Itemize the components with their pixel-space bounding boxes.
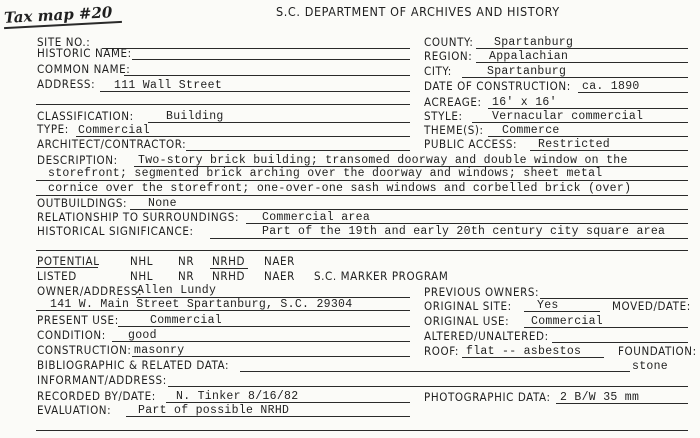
recorded-by-line [166, 402, 410, 403]
listed-naer: NAER [264, 269, 295, 283]
potential-underline [36, 267, 98, 268]
acreage-label: ACREAGE: [424, 95, 482, 109]
potential-nhl: NHL [130, 254, 154, 268]
evaluation-label: EVALUATION: [37, 403, 112, 417]
section-divider-bottom [36, 430, 688, 431]
theme-line [488, 136, 688, 137]
foundation-value: stone [632, 360, 669, 373]
relationship-line [246, 223, 688, 224]
original-use-label: ORIGINAL USE: [424, 314, 510, 328]
county-value: Spartanburg [494, 36, 574, 49]
style-value: Vernacular commercial [492, 110, 644, 123]
evaluation-line [126, 416, 410, 417]
page-title: S.C. DEPARTMENT OF ARCHIVES AND HISTORY [276, 4, 560, 19]
outbuildings-label: OUTBUILDINGS: [37, 196, 128, 210]
classification-value: Building [166, 110, 224, 123]
address-line [100, 91, 410, 92]
type-value: Commercial [78, 124, 151, 137]
style-line [472, 122, 688, 123]
moved-date-label: MOVED/DATE: [612, 299, 691, 313]
acreage-line [488, 108, 688, 109]
city-label: CITY: [424, 64, 452, 78]
relationship-value: Commercial area [262, 211, 371, 224]
public-access-line [530, 150, 688, 151]
condition-label: CONDITION: [37, 328, 106, 342]
listed-nr: NR [178, 269, 195, 283]
potential-nr: NR [178, 254, 195, 268]
original-site-value: Yes [537, 299, 559, 312]
site-no-label: SITE NO.: [37, 35, 91, 49]
public-access-label: PUBLIC ACCESS: [424, 137, 518, 151]
recorded-by-label: RECORDED BY/DATE: [37, 389, 156, 403]
historic-name-label: HISTORIC NAME: [37, 46, 132, 60]
potential-nrhd: NRHD [212, 254, 246, 268]
region-label: REGION: [424, 49, 473, 63]
previous-owners-label: PREVIOUS OWNERS: [424, 285, 540, 299]
city-line [462, 77, 688, 78]
original-use-line [524, 327, 688, 328]
roof-label: ROOF: [424, 344, 460, 358]
historical-significance-value: Part of the 19th and early 20th century city square area [262, 225, 666, 238]
address-label: ADDRESS: [37, 77, 96, 91]
sc-marker-program: S.C. MARKER PROGRAM [314, 269, 449, 283]
listed-label: LISTED [37, 269, 77, 283]
original-site-label: ORIGINAL SITE: [424, 299, 512, 313]
section-divider-middle [36, 250, 688, 251]
common-name-label: COMMON NAME: [37, 62, 131, 76]
architect-line [186, 150, 410, 151]
construction-label: CONSTRUCTION: [37, 343, 132, 357]
potential-label: POTENTIAL [37, 254, 100, 268]
original-use-value: Commercial [531, 315, 604, 328]
recorded-by-value: N. Tinker 8/16/82 [176, 390, 299, 403]
photographic-data-value: 2 B/W 35 mm [560, 391, 640, 404]
section-divider-top [36, 104, 410, 105]
description-line-3: cornice over the storefront; one-over-one sash windows and corbelled brick (over) [48, 182, 632, 195]
theme-value: Commerce [502, 124, 560, 137]
historical-significance-line [210, 238, 688, 239]
present-use-label: PRESENT USE: [37, 313, 119, 327]
altered-label: ALTERED/UNALTERED: [424, 329, 549, 343]
listed-nhl: NHL [130, 269, 154, 283]
site-no-line [102, 48, 410, 49]
date-of-construction-line [578, 92, 688, 93]
region-value: Appalachian [489, 50, 569, 63]
roof-line [462, 357, 604, 358]
condition-line [112, 341, 410, 342]
common-name-line [124, 75, 410, 76]
construction-line [132, 356, 410, 357]
theme-label: THEME(S): [424, 123, 484, 137]
style-label: STYLE: [424, 109, 463, 123]
evaluation-value: Part of possible NRHD [138, 404, 290, 417]
photographic-data-line [556, 403, 688, 404]
county-line [476, 48, 688, 49]
informant-label: INFORMANT/ADDRESS: [37, 373, 167, 387]
construction-value: masonry [134, 344, 185, 357]
owner-street-value: 141 W. Main Street Spartanburg, S.C. 29304 [50, 298, 353, 311]
owner-address-label: OWNER/ADDRESS: [37, 284, 143, 298]
bibliographic-label: BIBLIOGRAPHIC & RELATED DATA: [37, 358, 230, 372]
historic-name-line [132, 59, 410, 60]
present-use-value: Commercial [150, 314, 223, 327]
condition-value: good [128, 329, 157, 342]
foundation-label: FOUNDATION: [618, 344, 697, 358]
description-label: DESCRIPTION: [37, 153, 118, 167]
description-rule-2 [36, 180, 688, 181]
classification-label: CLASSIFICATION: [37, 109, 134, 123]
date-of-construction-label: DATE OF CONSTRUCTION: [424, 79, 571, 93]
architect-label: ARCHITECT/CONTRACTOR: [37, 137, 187, 151]
description-rule-3 [36, 195, 688, 196]
region-line [476, 62, 688, 63]
nrhd-strike [210, 268, 248, 269]
outbuildings-value: None [148, 197, 177, 210]
date-of-construction-value: ca. 1890 [582, 80, 640, 93]
photographic-data-label: PHOTOGRAPHIC DATA: [424, 390, 551, 404]
address-value: 111 Wall Street [114, 79, 223, 92]
handwritten-tax-map-note: Tax map #20 [3, 3, 113, 27]
public-access-value: Restricted [538, 138, 611, 151]
description-line-1: Two-story brick building; transomed doorway and double window on the [138, 154, 628, 167]
owner-name-value: Allen Lundy [137, 284, 217, 297]
listed-nrhd: NRHD [212, 269, 246, 283]
city-value: Spartanburg [487, 65, 567, 78]
bibliographic-line [240, 371, 630, 372]
historical-significance-label: HISTORICAL SIGNIFICANCE: [37, 224, 194, 238]
original-site-line [524, 311, 600, 312]
county-label: COUNTY: [424, 35, 474, 49]
description-line-2: storefront; segmented brick arching over the doorway and windows; sheet metal [48, 167, 603, 180]
informant-line [168, 386, 688, 387]
present-use-line [118, 326, 410, 327]
relationship-label: RELATIONSHIP TO SURROUNDINGS: [37, 210, 240, 224]
owner-street-line [36, 310, 410, 311]
type-label: TYPE: [37, 122, 69, 136]
potential-naer: NAER [264, 254, 295, 268]
classification-line [148, 122, 410, 123]
acreage-value: 16' x 16' [492, 96, 557, 109]
altered-line [552, 342, 688, 343]
roof-value: flat -- asbestos [466, 345, 582, 358]
